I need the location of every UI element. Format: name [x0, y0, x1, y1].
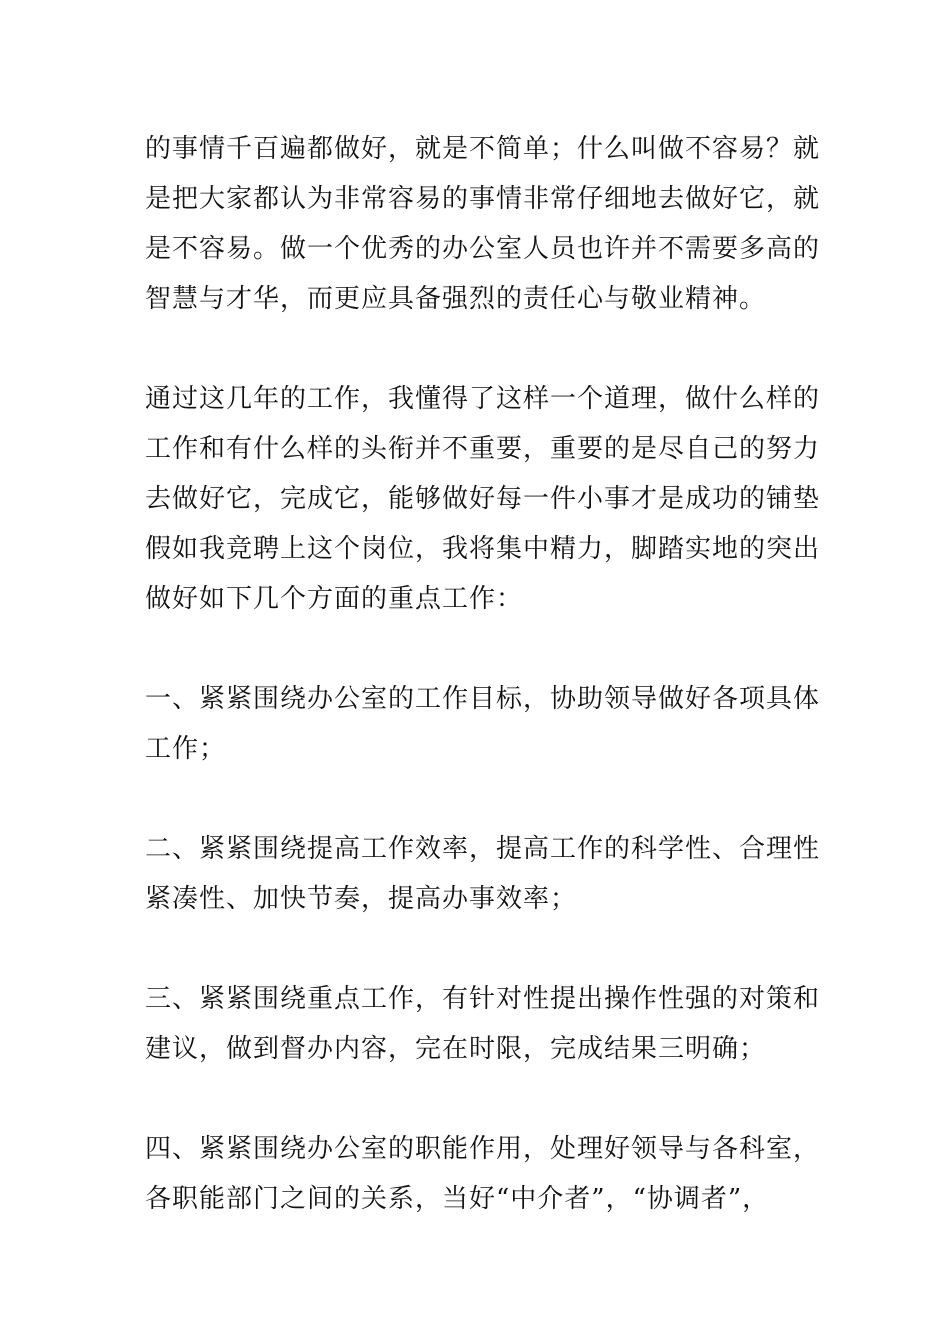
text-line: 紧凑性、加快节奏，提高办事效率；	[145, 884, 578, 914]
text-line: 一、紧紧围绕办公室的工作目标，协助领导做好各项具体	[145, 684, 821, 714]
paragraph-2	[145, 374, 821, 624]
text-line: 二、紧紧围绕提高工作效率，提高工作的科学性、合理性	[145, 834, 821, 864]
paragraph-3	[145, 674, 821, 774]
text-line: 是不容易。做一个优秀的办公室人员也许并不需要多高的	[145, 234, 821, 264]
text-line: 工作；	[145, 734, 227, 764]
text-line: 工作和有什么样的头衔并不重要，重要的是尽自己的努力	[145, 434, 821, 464]
text-line: 去做好它，完成它，能够做好每一件小事才是成功的铺垫	[145, 484, 821, 514]
paragraph-4	[145, 824, 821, 924]
text-line: 建议，做到督办内容，完在时限，完成结果三明确；	[145, 1034, 767, 1064]
text-line: 各职能部门之间的关系，当好“中介者”，“协调者”，	[145, 1184, 770, 1214]
text-line: 假如我竞聘上这个岗位，我将集中精力，脚踏实地的突出	[145, 534, 821, 564]
text-line: 四、紧紧围绕办公室的职能作用，处理好领导与各科室，	[145, 1134, 821, 1164]
text-line: 的事情千百遍都做好，就是不简单；什么叫做不容易？就	[145, 134, 821, 164]
paragraph-1	[145, 124, 821, 324]
text-line: 三、紧紧围绕重点工作，有针对性提出操作性强的对策和	[145, 984, 821, 1014]
text-line: 是把大家都认为非常容易的事情非常仔细地去做好它，就	[145, 184, 821, 214]
paragraph-6	[145, 1124, 821, 1224]
text-line: 通过这几年的工作，我懂得了这样一个道理，做什么样的	[145, 384, 821, 414]
paragraph-5	[145, 974, 821, 1074]
text-line: 做好如下几个方面的重点工作：	[145, 584, 524, 614]
text-line: 智慧与才华，而更应具备强烈的责任心与敬业精神。	[145, 284, 767, 314]
document-body	[145, 124, 821, 1274]
